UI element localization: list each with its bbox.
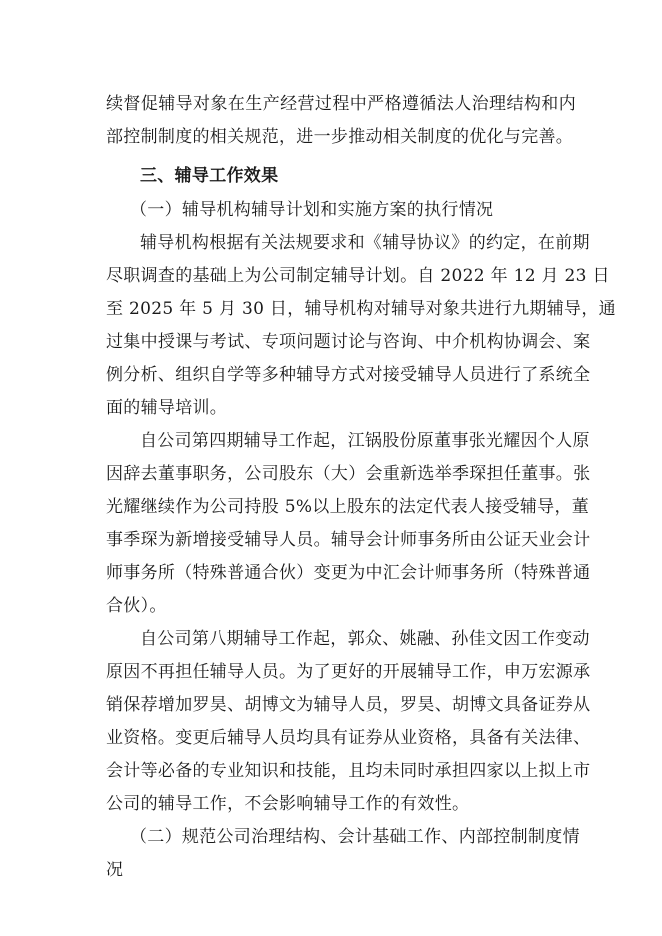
subsection-heading: （一）辅导机构辅导计划和实施方案的执行情况 xyxy=(130,200,494,220)
paragraph-line: 部控制制度的相关规范，进一步推动相关制度的优化与完善。 xyxy=(106,127,574,147)
subsection-heading-continued: 况 xyxy=(106,860,124,880)
paragraph-line: 面的辅导培训。 xyxy=(106,398,228,418)
section-heading: 三、辅导工作效果 xyxy=(140,166,279,186)
paragraph-line: 续督促辅导对象在生产经营过程中严格遵循法人治理结构和内 xyxy=(106,94,576,114)
paragraph-line: 因辞去董事职务，公司股东（大）会重新选举季琛担任董事。张 xyxy=(106,464,591,484)
paragraph-line: 光耀继续作为公司持股 5%以上股东的法定代表人接受辅导，董 xyxy=(106,497,590,517)
paragraph-line: 原因不再担任辅导人员。为了更好的开展辅导工作，申万宏源承 xyxy=(106,662,591,682)
paragraph-line: 师事务所（特殊普通合伙）变更为中汇会计师事务所（特殊普通 xyxy=(106,563,591,583)
paragraph-line: 公司的辅导工作，不会影响辅导工作的有效性。 xyxy=(106,794,470,814)
paragraph-line: 辅导机构根据有关法规要求和《辅导协议》的约定，在前期 xyxy=(140,233,590,253)
paragraph-line: 过集中授课与考试、专项问题讨论与咨询、中介机构协调会、案 xyxy=(106,332,591,352)
paragraph-line: 尽职调查的基础上为公司制定辅导计划。自 2022 年 12 月 23 日 xyxy=(106,266,610,286)
paragraph-line: 销保荐增加罗昊、胡博文为辅导人员，罗昊、胡博文具备证券从 xyxy=(106,695,591,715)
paragraph-line: 事季琛为新增接受辅导人员。辅导会计师事务所由公证天业会计 xyxy=(106,530,591,550)
paragraph-line: 自公司第四期辅导工作起，江锅股份原董事张光耀因个人原 xyxy=(140,431,590,451)
paragraph-line: 会计等必备的专业知识和技能，且均未同时承担四家以上拟上市 xyxy=(106,761,591,781)
paragraph-line: 自公司第八期辅导工作起，郭众、姚融、孙佳文因工作变动 xyxy=(140,629,590,649)
paragraph-line: 合伙）。 xyxy=(106,596,167,616)
subsection-heading: （二）规范公司治理结构、会计基础工作、内部控制制度情 xyxy=(130,827,580,847)
paragraph-line: 至 2025 年 5 月 30 日，辅导机构对辅导对象共进行九期辅导，通 xyxy=(106,299,616,319)
paragraph-line: 例分析、组织自学等多种辅导方式对接受辅导人员进行了系统全 xyxy=(106,365,591,385)
document-body xyxy=(106,88,616,887)
paragraph-line: 业资格。变更后辅导人员均具有证券从业资格，具备有关法律、 xyxy=(106,728,591,748)
